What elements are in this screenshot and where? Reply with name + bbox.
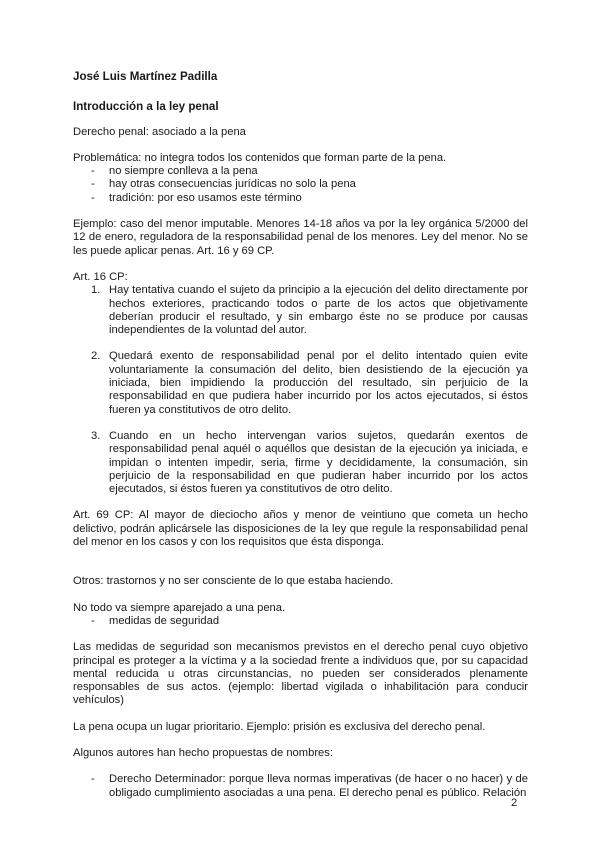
list-item: - Derecho Determinador: porque lleva normas imperativas (de hacer o no hacer) y de obligado cumplimiento asociadas a una pena. El derecho penal es público. Relación xyxy=(91,773,528,799)
dash-marker: - xyxy=(91,773,95,786)
article-16-list xyxy=(73,284,528,496)
paragraph-problematica: Problemática: no integra todos los contenidos que forman parte de la pena. xyxy=(73,151,447,164)
paragraph-algunos-autores: Algunos autores han hecho propuestas de nombres: xyxy=(73,746,333,759)
dash-marker: - xyxy=(91,614,95,627)
paragraph-medidas: Las medidas de seguridad son mecanismos previstos en el derecho penal cuyo objetivo principal es proteger a la víctima y a la sociedad frente a individuos que, por su capacidad mental reducida u otras circunstancias, no pueden ser considerados plenamente responsables de sus actos. (ejemplo: libertad vigilada o inhabilitación para conducir vehículos) xyxy=(73,641,528,707)
paragraph-art-69: Art. 69 CP: Al mayor de dieciocho años y menor de veintiuno que cometa un hecho delictivo, podrán aplicársele las disposiciones de la ley que regule la responsabilidad penal del menor en los casos y con los requisitos que ésta disponga. xyxy=(73,509,528,549)
author-name: José Luis Martínez Padilla xyxy=(73,70,218,83)
dash-marker: - xyxy=(91,165,95,178)
paragraph-no-todo: No todo va siempre aparejado a una pena. xyxy=(73,601,286,614)
problematica-list xyxy=(73,165,528,205)
item-number: 1. xyxy=(91,284,101,297)
item-number: 2. xyxy=(91,350,101,363)
article-item: 3. Cuando en un hecho intervengan varios sujetos, quedarán exentos de responsabilidad penal aquél o aquéllos que desistan de la ejecución ya iniciada, e impidan o intenten impedir, seria, firme y decididamente, la consumación, sin perjuicio de la responsabilidad en que pudieran haber incurrido por los actos ejecutados, si éstos fueren ya constitutivos de otro delito. xyxy=(91,429,528,496)
nombres-list xyxy=(73,773,528,800)
article-item: 1. Hay tentativa cuando el sujeto da principio a la ejecución del delito directamente por hechos exteriores, practicando todos o parte de los actos que objetivamente deberían producir el resultado, y sin embargo éste no se produce por causas independientes de la voluntad del autor. xyxy=(91,284,528,337)
dash-marker: - xyxy=(91,178,95,191)
item-number: 3. xyxy=(91,429,101,442)
paragraph-derecho-penal: Derecho penal: asociado a la pena xyxy=(73,125,246,138)
article-item: 2. Quedará exento de responsabilidad penal por el delito intentado quien evite voluntariamente la consumación del delito, bien desistiendo de la ejecución ya iniciada, bien impidiendo la producción del resultado, sin perjuicio de la responsabilidad en que pudiera haber incurrido por los actos ejecutados, si éstos fueren ya constitutivos de otro delito. xyxy=(91,350,528,416)
list-item: - no siempre conlleva a la pena xyxy=(91,165,258,178)
paragraph-la-pena: La pena ocupa un lugar prioritario. Ejemplo: prisión es exclusiva del derecho penal. xyxy=(73,720,486,733)
list-item: - tradición: por eso usamos este término xyxy=(91,191,302,204)
dash-marker: - xyxy=(91,191,95,204)
article-16-heading: Art. 16 CP: xyxy=(73,270,128,283)
paragraph-ejemplo: Ejemplo: caso del menor imputable. Menores 14-18 años va por la ley orgánica 5/2000 del 12 de enero, reguladora de la responsabilidad penal de los menores. Ley del menor. No se les puede aplicar penas. Art. 16 y 69 CP. xyxy=(73,218,528,257)
section-title: Introducción a la ley penal xyxy=(73,100,219,114)
paragraph-otros: Otros: trastornos y no ser consciente de lo que estaba haciendo. xyxy=(73,575,394,588)
list-item: - medidas de seguridad xyxy=(91,614,220,627)
page-number: 2 xyxy=(511,797,518,809)
document-page xyxy=(73,70,528,813)
list-item: - hay otras consecuencias jurídicas no solo la pena xyxy=(91,178,356,191)
no-todo-list xyxy=(73,615,528,628)
